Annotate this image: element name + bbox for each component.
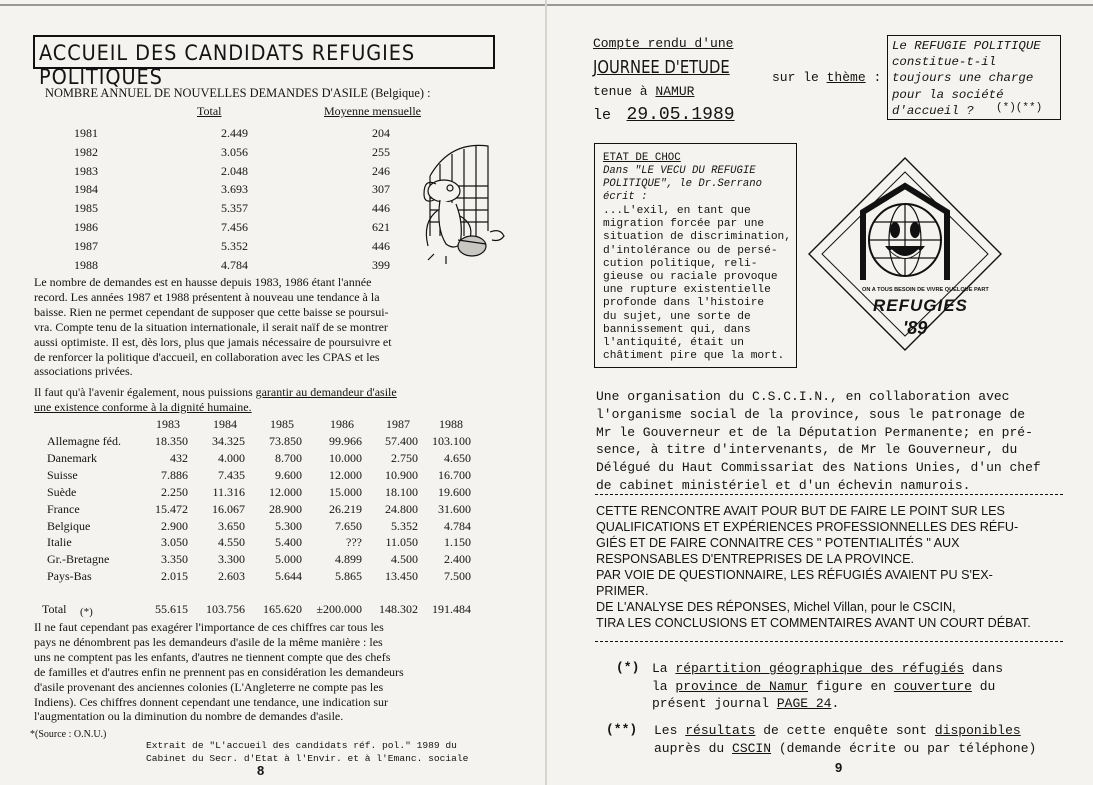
- euro-cell: 15.472: [155, 501, 188, 516]
- guarantee-underlined-1: garantir au demandeur d'asile: [255, 385, 397, 399]
- euro-cell: 4.550: [218, 535, 245, 550]
- caps-text-line: QUALIFICATIONS ET EXPÉRIENCES PROFESSIONNELLES DES RÉFU-: [596, 519, 1019, 534]
- annual-monthly: 307: [372, 182, 390, 197]
- journee-title: JOURNEE D'ETUDE: [593, 57, 730, 78]
- euro-total-cell: 148.302: [379, 602, 418, 616]
- etat-intro-line: Dans "LE VECU DU REFUGIE: [603, 165, 756, 177]
- euro-cell: 11.316: [212, 484, 245, 499]
- fn1-k: .: [831, 696, 840, 711]
- annual-total: 2.449: [221, 126, 248, 140]
- logo-caption: ON A TOUS BESOIN DE VIVRE QUELQUE PART: [862, 287, 989, 293]
- venue-line: [593, 84, 694, 99]
- euro-total-cell: 191.484: [432, 602, 471, 616]
- euro-cell: ???: [346, 535, 362, 550]
- euro-total-cell: 165.620: [263, 602, 302, 616]
- dashed-rule-bottom: [595, 641, 1063, 642]
- euro-cell: 31.600: [438, 501, 471, 516]
- para3-line: uns ne comptent pas les enfants, d'autres ne tiennent compte que des chefs: [34, 649, 391, 664]
- euro-cell: 3.650: [218, 518, 245, 533]
- euro-cell: 73.850: [269, 434, 302, 448]
- euro-cell: 57.400: [385, 434, 418, 448]
- annual-monthly: 621: [372, 220, 390, 234]
- annual-monthly: 446: [372, 201, 390, 216]
- refugee-cartoon-illustration: [410, 136, 510, 266]
- annual-heading-text: NOMBRE ANNUEL DE NOUVELLES DEMANDES D'ASILE: [45, 86, 368, 100]
- para1-line: aussi optimiste. Il est, dès lors, plus que jamais nécessaire de poursuivre et: [34, 334, 392, 349]
- fn1-d: la: [652, 678, 668, 694]
- etat-intro: [603, 165, 762, 205]
- euro-country: Gr.-Bretagne: [47, 552, 110, 567]
- euro-country: Pays-Bas: [47, 569, 92, 584]
- euro-cell: 4.784: [444, 518, 471, 533]
- euro-cell: 26.219: [329, 501, 362, 516]
- euro-year-header: 1985: [270, 417, 294, 431]
- annual-monthly: 246: [372, 163, 390, 178]
- etat-body-line: situation de discrimination,: [603, 231, 791, 244]
- euro-cell: 2.750: [391, 450, 418, 465]
- euro-cell: 8.700: [275, 450, 302, 465]
- euro-cell: 12.000: [269, 484, 302, 499]
- euro-cell: 3.050: [161, 535, 188, 550]
- fn2-c: de cette enquête sont: [763, 723, 928, 738]
- col-monthly-header: Moyenne mensuelle: [324, 104, 421, 118]
- euro-country: Suède: [47, 484, 77, 499]
- fn1-page: PAGE 24: [776, 696, 832, 711]
- euro-cell: 5.352: [391, 518, 418, 533]
- etat-intro-line: écrit :: [603, 191, 648, 204]
- annual-total: 2.048: [221, 163, 248, 178]
- fn2-a: Les: [654, 723, 678, 738]
- para1-line: de renforcer la politique d'accueil, en collaboration avec les CPAS et les: [34, 349, 380, 364]
- euro-cell: 5.865: [335, 569, 362, 584]
- paragraph-trend: [34, 275, 392, 379]
- annual-total: 3.056: [221, 144, 248, 159]
- fn1-cover: couverture: [893, 678, 972, 694]
- euro-cell: 4.899: [335, 552, 362, 567]
- annual-monthly: 255: [372, 144, 390, 159]
- extract-citation: [146, 740, 468, 765]
- annual-total: 5.357: [221, 201, 248, 216]
- annual-total: 7.456: [221, 220, 248, 234]
- page-number-8: 8: [257, 763, 265, 778]
- theme-label-line: [772, 70, 881, 85]
- logo-word: REFUGIES: [873, 296, 968, 315]
- theme-question-box: [887, 35, 1061, 120]
- para3-line: de familles et d'autres enfin ne prennent pas en considération les demandeurs: [34, 664, 404, 679]
- footnote-2: [654, 722, 1036, 757]
- euro-cell: 432: [170, 450, 188, 465]
- euro-total-cell: 103.756: [206, 602, 245, 616]
- caps-text-line: PAR VOIE DE QUESTIONNAIRE, LES RÉFUGIÉS AVAIENT PU S'EX-: [596, 567, 993, 582]
- page-number-9: 9: [835, 760, 843, 775]
- source-note: *(Source : O.N.U.): [30, 729, 107, 740]
- euro-cell: 5.400: [275, 535, 302, 550]
- euro-cell: 2.400: [444, 552, 471, 567]
- para1-line: Le nombre de demandes est en hausse depuis 1983, 1986 étant l'année: [34, 275, 372, 289]
- euro-cell: 18.350: [155, 434, 188, 448]
- fn2-e: auprès du: [654, 740, 725, 756]
- theme-footnote-marks: (*)(**): [996, 102, 1043, 114]
- euro-cell: 4.650: [444, 450, 471, 465]
- caps-text-line: RESPONSABLES D'ENTREPRISES DE LA PROVINCE.: [596, 551, 915, 566]
- euro-cell: 3.300: [218, 552, 245, 567]
- fn1-h: du: [979, 678, 996, 694]
- euro-cell: 7.500: [444, 569, 471, 584]
- euro-cell: 5.300: [275, 518, 302, 533]
- euro-cell: 2.900: [161, 518, 188, 533]
- etat-body-line: migration forcée par une: [603, 218, 765, 231]
- annual-monthly: 399: [372, 257, 390, 272]
- euro-cell: 19.600: [438, 484, 471, 499]
- para3-line: l'augmentation ou la diminution du nombre de demandes d'asile.: [34, 709, 344, 724]
- report-intro: Compte rendu d'une: [593, 36, 734, 51]
- theme-prefix: sur le: [772, 70, 819, 85]
- fn1-a: La: [652, 661, 668, 676]
- paragraph-guarantee: [34, 385, 397, 415]
- venue-label: tenue à: [593, 84, 648, 99]
- euro-cell: 1.150: [444, 535, 471, 550]
- euro-year-header: 1983: [156, 417, 180, 431]
- etat-body-line: gieuse ou raciale provoque: [603, 271, 778, 284]
- logo-year: '89: [903, 318, 928, 338]
- fn1-f: figure en: [815, 678, 887, 694]
- euro-cell: 12.000: [329, 467, 362, 482]
- venue-city: NAMUR: [655, 84, 695, 99]
- left-title: ACCUEIL DES CANDIDATS REFUGIES POLITIQUES: [39, 41, 416, 89]
- org-text-line: Délégué du Haut Commissariat des Nations Unies, d'un chef: [596, 460, 1041, 476]
- theme-colon: :: [873, 70, 882, 85]
- annual-year: 1983: [74, 163, 98, 178]
- fn1-distribution: répartition géographique des réfugiés: [675, 661, 965, 676]
- euro-total-cell: ±200.000: [316, 602, 362, 616]
- extract-line-1: Extrait de "L'accueil des candidats réf. pol." 1989 du: [146, 740, 457, 751]
- euro-cell: 10.000: [329, 450, 362, 465]
- etat-body-line: cution politique, reli-: [603, 257, 758, 270]
- theme-word: thème: [826, 70, 866, 85]
- euro-cell: 18.100: [385, 484, 418, 499]
- annual-heading: [45, 86, 431, 101]
- euro-cell: 99.966: [329, 434, 362, 448]
- euro-cell: 7.435: [218, 467, 245, 482]
- euro-country: Suisse: [47, 467, 78, 482]
- org-text-line: Une organisation du C.S.C.I.N., en collaboration avec: [596, 389, 1010, 404]
- euro-country: Belgique: [47, 518, 91, 533]
- left-title-box: [33, 35, 495, 89]
- guarantee-underlined-2: une existence conforme à la dignité humaine.: [34, 399, 252, 414]
- annual-year: 1982: [74, 144, 98, 159]
- organisation-paragraph: [596, 388, 1041, 495]
- etat-body-line: d'intolérance ou de persé-: [603, 244, 778, 257]
- euro-cell: 2.250: [161, 484, 188, 499]
- theme-lines-line: constitue-t-il: [892, 55, 997, 70]
- etat-quote: [603, 205, 791, 363]
- etat-body-line: du sujet, une sorte de: [603, 310, 751, 323]
- guarantee-start: Il faut qu'à l'avenir également, nous puissions: [34, 385, 253, 399]
- para1-line: vra. Compte tenu de la situation internationale, il serait naïf de se montrer: [34, 319, 388, 334]
- euro-cell: 9.600: [275, 467, 302, 482]
- euro-cell: 15.000: [329, 484, 362, 499]
- euro-cell: 2.015: [161, 569, 188, 584]
- para3-line: d'asile provenant des anciennes colonies (L'Angleterre ne compte pas les: [34, 679, 384, 694]
- euro-total-cell: 55.615: [155, 602, 188, 616]
- euro-cell: 13.450: [385, 569, 418, 584]
- etat-body-line: profonde dans l'histoire: [603, 297, 765, 310]
- euro-cell: 2.603: [218, 569, 245, 584]
- fn1-province: province de Namur: [675, 678, 809, 694]
- euro-country: Danemark: [47, 450, 97, 465]
- caps-text-line: DE L'ANALYSE DES RÉPONSES, Michel Villan, pour le CSCIN,: [596, 599, 956, 614]
- paragraph-caveat: [34, 620, 404, 724]
- annual-monthly: 446: [372, 238, 390, 253]
- para3-line: Indiens). Ces chiffres donnent cependant une tendance, une indication sur: [34, 694, 388, 709]
- euro-cell: 24.800: [385, 501, 418, 516]
- para3-line: pays ne dénombrent pas les demandeurs d'asile de la même manière : les: [34, 634, 383, 649]
- annual-monthly: 204: [372, 126, 390, 140]
- caps-text-line: PRIMER.: [596, 583, 649, 598]
- euro-cell: 4.000: [218, 450, 245, 465]
- para1-line: record. Les années 1987 et 1988 présentent à nouveau une tendance à la: [34, 289, 380, 304]
- etat-body-line: une rupture existentielle: [603, 284, 771, 297]
- euro-cell: 7.650: [335, 518, 362, 533]
- euro-total-mark: (*): [80, 606, 93, 618]
- event-date: 29.05.1989: [626, 105, 735, 125]
- annual-year: 1984: [74, 182, 98, 197]
- caps-text-line: GIÉS ET DE FAIRE CONNAITRE CES " POTENTIALITÉS " AUX: [596, 535, 960, 550]
- euro-year-header: 1987: [386, 417, 410, 431]
- euro-cell: 5.000: [275, 552, 302, 567]
- org-text-line: sence, à titre d'intervenants, de Mr le Gouverneur, du: [596, 442, 1018, 458]
- euro-country: France: [47, 501, 80, 516]
- annual-heading-country: (Belgique) :: [371, 86, 431, 100]
- etat-body-line: l'antiquité, était un: [603, 337, 744, 350]
- caps-text-line: TIRA LES CONCLUSIONS ET COMMENTAIRES AVANT UN COURT DÉBAT.: [596, 615, 1031, 630]
- euro-year-header: 1984: [213, 417, 237, 431]
- annual-year: 1981: [74, 126, 98, 140]
- fn2-cscin: CSCIN: [732, 740, 772, 756]
- fn1-c: dans: [971, 661, 1004, 676]
- euro-country: Allemagne féd.: [47, 434, 121, 448]
- org-text-line: Mr le Gouverneur et de la Députation Permanente; en pré-: [596, 424, 1033, 440]
- euro-cell: 5.644: [275, 569, 302, 584]
- fn2-available: disponibles: [934, 723, 1021, 738]
- theme-lines-line: toujours une charge: [892, 71, 1034, 86]
- annual-year: 1988: [74, 257, 98, 272]
- col-total-header: Total: [197, 104, 222, 118]
- euro-cell: 103.100: [432, 434, 471, 448]
- annual-year: 1986: [74, 220, 98, 234]
- para1-line: baisse. Rien ne permet cependant de supposer que cette baisse se poursui-: [34, 304, 389, 319]
- euro-cell: 10.900: [385, 467, 418, 482]
- date-label: le: [593, 107, 612, 124]
- theme-lines-line: pour la société: [892, 87, 1004, 102]
- fn1-i: présent journal: [652, 696, 770, 711]
- euro-country: Italie: [47, 535, 72, 550]
- para3-line: Il ne faut cependant pas exagérer l'importance de ces chiffres car tous les: [34, 620, 384, 634]
- etat-intro-line: POLITIQUE", le Dr.Serrano: [603, 178, 762, 191]
- annual-year: 1985: [74, 201, 98, 216]
- theme-lines-line: Le REFUGIE POLITIQUE: [892, 39, 1041, 53]
- etat-body-line: ...L'exil, en tant que: [603, 205, 751, 217]
- etat-body-line: châtiment pire que la mort.: [603, 350, 785, 363]
- euro-year-header: 1986: [330, 417, 354, 431]
- footnote-1: [652, 660, 1003, 713]
- euro-cell: 16.700: [438, 467, 471, 482]
- euro-cell: 3.350: [161, 552, 188, 567]
- theme-lines-line: d'accueil ?: [892, 103, 974, 118]
- para1-line: associations privées.: [34, 364, 133, 379]
- euro-cell: 7.886: [161, 467, 188, 482]
- euro-total-label: Total: [42, 602, 67, 616]
- etat-de-choc-box: [594, 143, 797, 368]
- spine-shadow: [545, 0, 547, 785]
- fn2-results: résultats: [685, 723, 756, 738]
- caps-text-line: CETTE RENCONTRE AVAIT POUR BUT DE FAIRE LE POINT SUR LES: [596, 503, 1005, 518]
- extract-line-2: Cabinet du Secr. d'Etat à l'Envir. et à l'Emanc. sociale: [146, 752, 469, 764]
- euro-year-header: 1988: [439, 417, 463, 431]
- meeting-purpose: [596, 503, 1031, 631]
- org-text-line: l'organisme social de la province, sous le patronage de: [596, 406, 1026, 422]
- annual-total: 5.352: [221, 238, 248, 253]
- annual-total: 3.693: [221, 182, 248, 197]
- annual-total: 4.784: [221, 257, 248, 272]
- org-text-line: de cabinet ministériel et d'un échevin namurois.: [596, 477, 971, 493]
- dashed-rule-top: [595, 494, 1063, 495]
- etat-body-line: bannissement qui, dans: [603, 323, 751, 336]
- fn2-g: (demande écrite ou par téléphone): [778, 740, 1037, 756]
- euro-cell: 11.050: [385, 535, 418, 550]
- euro-cell: 4.500: [391, 552, 418, 567]
- euro-cell: 34.325: [212, 434, 245, 448]
- footnote-1-mark: (*): [616, 660, 640, 675]
- annual-year: 1987: [74, 238, 98, 253]
- euro-cell: 28.900: [269, 501, 302, 516]
- footnote-2-mark: (**): [606, 722, 638, 737]
- etat-title: ETAT DE CHOC: [603, 152, 681, 164]
- euro-cell: 16.067: [212, 501, 245, 516]
- date-line: [593, 105, 735, 125]
